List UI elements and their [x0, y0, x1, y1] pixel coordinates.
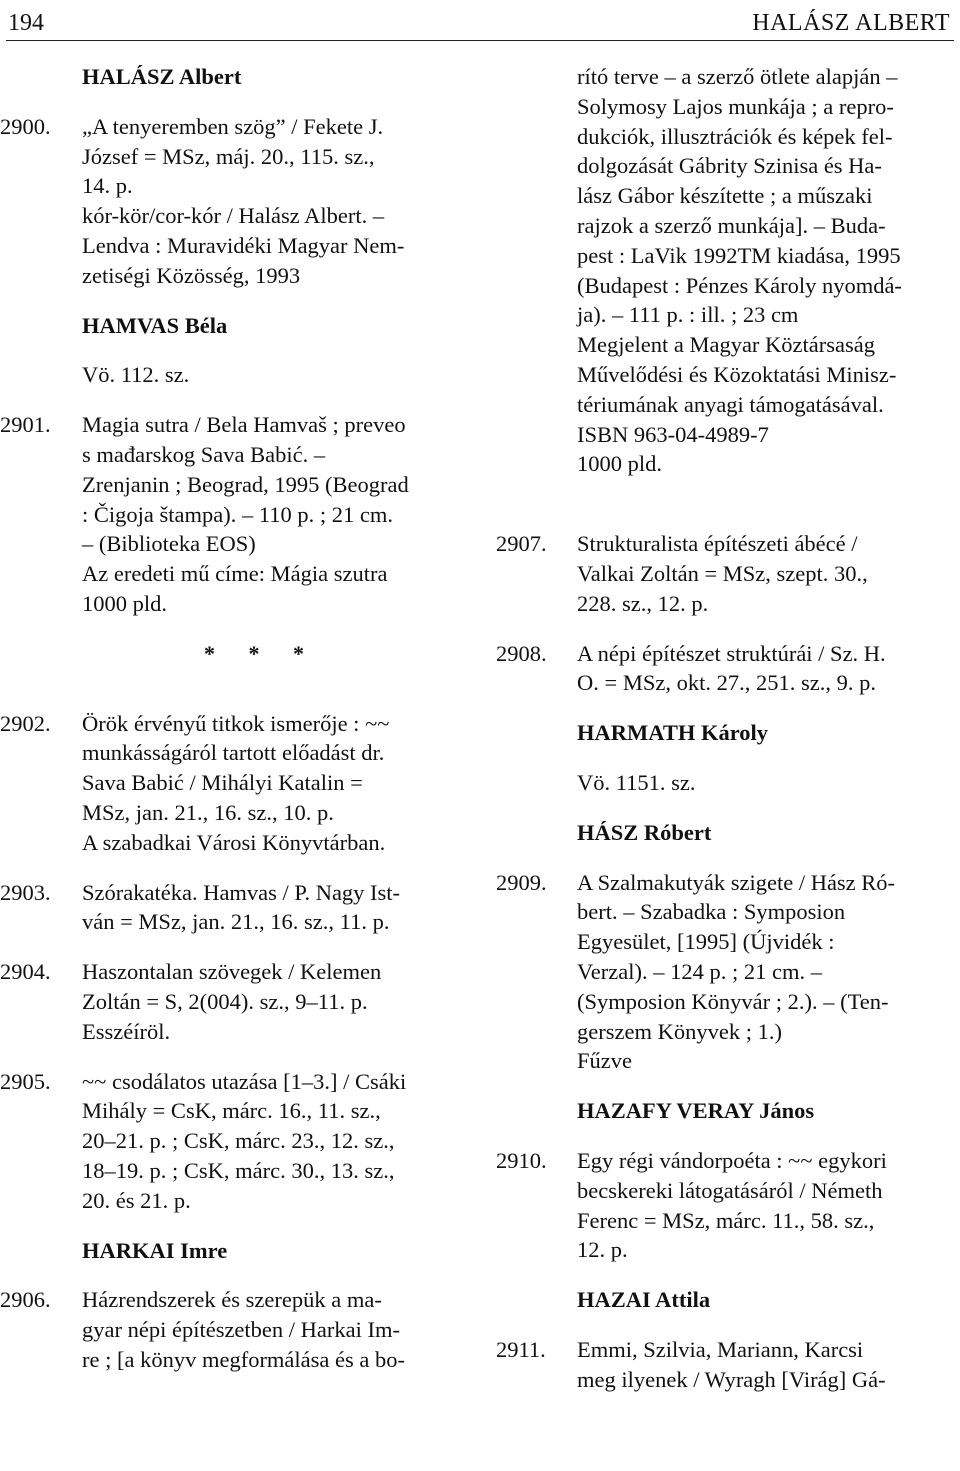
- entry-line: Esszéíröl.: [82, 1018, 171, 1044]
- author-heading: HÁSZ Róbert: [577, 819, 712, 845]
- entry-2901: [0, 410, 462, 619]
- entry-line: Megjelent a Magyar Köztársaság: [577, 332, 876, 358]
- entry-line: gyar népi építészetben / Harkai Im-: [82, 1317, 400, 1343]
- entry-line: Szórakatéka. Hamvas / P. Nagy Ist-: [82, 879, 401, 905]
- entry-2900: [0, 112, 462, 291]
- entry-number: 2905.: [0, 1068, 51, 1094]
- entry-line: tériumának anyagi támogatásával.: [577, 391, 884, 417]
- entry-line: A népi építészet struktúrái / Sz. H.: [577, 640, 886, 666]
- entry-line: ja). – 111 p. : ill. ; 23 cm: [577, 302, 799, 328]
- entry-number: 2902.: [0, 710, 51, 736]
- entry-line: lász Gábor készítette ; a műszaki: [577, 183, 873, 209]
- entry-line: meg ilyenek / Wyragh [Virág] Gá-: [577, 1366, 886, 1392]
- entry-line: Emmi, Szilvia, Mariann, Karcsi: [577, 1336, 864, 1362]
- entry-line: Lendva : Muravidéki Magyar Nem-: [82, 232, 405, 258]
- entry-2906: [0, 1285, 462, 1374]
- entry-number: 2903.: [0, 879, 51, 905]
- entry-line: Házrendszerek és szerepük a ma-: [82, 1287, 382, 1313]
- entry-2910: [496, 1146, 958, 1265]
- entry-line: Magia sutra / Bela Hamvaš ; preveo: [82, 412, 406, 438]
- entry-line: MSz, jan. 21., 16. sz., 10. p.: [82, 799, 334, 825]
- entry-number: 2907.: [496, 531, 547, 557]
- entry-line: 228. sz., 12. p.: [577, 590, 709, 616]
- entry-line: Fűzve: [577, 1048, 632, 1074]
- entry-line: – (Biblioteka EOS): [82, 531, 256, 557]
- entry-line: ván = MSz, jan. 21., 16. sz., 11. p.: [82, 909, 390, 935]
- entry-line: Solymosy Lajos munkája ; a repro-: [577, 93, 894, 119]
- entry-line: József = MSz, máj. 20., 115. sz.,: [82, 143, 375, 169]
- entry-line: zetiségi Közösség, 1993: [82, 262, 301, 288]
- author-heading: HARMATH Károly: [577, 720, 769, 746]
- entry-number: 2904.: [0, 959, 51, 985]
- entry-line: 18–19. p. ; CsK, márc. 30., 13. sz.,: [82, 1157, 395, 1183]
- entry-line: munkásságáról tartott előadást dr.: [82, 740, 385, 766]
- running-head: HALÁSZ ALBERT: [752, 10, 950, 36]
- entry-number: 2911.: [496, 1336, 546, 1362]
- entry-number: 2901.: [0, 412, 51, 438]
- author-heading: HAZAI Attila: [577, 1287, 711, 1313]
- entry-line: gerszem Könyvek ; 1.): [577, 1018, 782, 1044]
- entry-line: Haszontalan szövegek / Kelemen: [82, 959, 382, 985]
- entry-line: 1000 pld.: [577, 451, 663, 477]
- entry-line: re ; [a könyv megformálása és a bo-: [82, 1346, 405, 1372]
- author-heading: HAMVAS Béla: [82, 312, 228, 338]
- entry-2911: [496, 1335, 958, 1395]
- spacer: [496, 499, 958, 529]
- section-separator: * * *: [204, 640, 318, 666]
- entry-line: kór-kör/cor-kór / Halász Albert. –: [82, 203, 385, 229]
- entry-2902: [0, 709, 462, 858]
- entry-number: 2900.: [0, 113, 51, 139]
- entry-line: 12. p.: [577, 1237, 628, 1263]
- entry-2905: [0, 1067, 462, 1216]
- entry-line: s mađarskog Sava Babić. –: [82, 441, 326, 467]
- entry-line: Ferenc = MSz, márc. 11., 58. sz.,: [577, 1207, 875, 1233]
- entry-2906-continued: [496, 62, 958, 479]
- entry-line: pest : LaVik 1992TM kiadása, 1995: [577, 242, 901, 268]
- entry-line: (Symposion Könyvár ; 2.). – (Ten-: [577, 988, 889, 1014]
- entry-number: 2910.: [496, 1147, 547, 1173]
- entry-2907: [496, 529, 958, 618]
- entry-line: Sava Babić / Mihályi Katalin =: [82, 770, 363, 796]
- entry-number: 2908.: [496, 640, 547, 666]
- entry-line: : Čigoja štampa). – 110 p. ; 21 cm.: [82, 501, 394, 527]
- entry-line: rajzok a szerző munkája]. – Buda-: [577, 212, 886, 238]
- entry-line: bert. – Szabadka : Symposion: [577, 899, 846, 925]
- entry-line: becskereki látogatásáról / Németh: [577, 1177, 883, 1203]
- entry-number: 2906.: [0, 1287, 51, 1313]
- entry-line: 14. p.: [82, 173, 133, 199]
- page-header: [6, 6, 954, 41]
- page-number: 194: [8, 10, 44, 36]
- entry-line: (Budapest : Pénzes Károly nyomdá-: [577, 272, 902, 298]
- entry-line: rító terve – a szerző ötlete alapján –: [577, 64, 898, 89]
- entry-line: 1000 pld.: [82, 590, 168, 616]
- entry-line: „A tenyeremben szög” / Fekete J.: [82, 113, 384, 139]
- entry-line: Valkai Zoltán = MSz, szept. 30.,: [577, 560, 868, 586]
- entry-line: Örök érvényű titkok ismerője : ~~: [82, 710, 390, 736]
- entry-line: 20. és 21. p.: [82, 1187, 191, 1213]
- author-heading: HARKAI Imre: [82, 1237, 228, 1263]
- entry-2904: [0, 957, 462, 1046]
- entry-line: O. = MSz, okt. 27., 251. sz., 9. p.: [577, 670, 876, 696]
- entry-line: Egyesület, [1995] (Újvidék :: [577, 929, 835, 955]
- entry-line: ISBN 963-04-4989-7: [577, 421, 769, 447]
- entry-line: dukciók, illusztrációk és képek fel-: [577, 123, 893, 149]
- entry-line: Verzal). – 124 p. ; 21 cm. –: [577, 958, 822, 984]
- entry-line: Az eredeti mű címe: Mágia szutra: [82, 561, 388, 587]
- entry-line: 20–21. p. ; CsK, márc. 23., 12. sz.,: [82, 1128, 395, 1154]
- entry-line: dolgozását Gábrity Szinisa és Ha-: [577, 153, 882, 179]
- left-column: [0, 62, 462, 1395]
- entry-line: Zrenjanin ; Beograd, 1995 (Beograd: [82, 471, 409, 497]
- see-reference: Vö. 1151. sz.: [577, 769, 696, 795]
- entry-line: Zoltán = S, 2(004). sz., 9–11. p.: [82, 988, 368, 1014]
- entry-line: Egy régi vándorpoéta : ~~ egykori: [577, 1147, 887, 1173]
- entry-line: ~~ csodálatos utazása [1–3.] / Csáki: [82, 1068, 407, 1094]
- entry-line: Mihály = CsK, márc. 16., 11. sz.,: [82, 1098, 381, 1124]
- entry-line: A szabadkai Városi Könyvtárban.: [82, 829, 386, 855]
- entry-2903: [0, 878, 462, 938]
- entry-line: Művelődési és Közoktatási Minisz-: [577, 361, 897, 387]
- right-column: [496, 62, 958, 1414]
- entry-line: Strukturalista építészeti ábécé /: [577, 531, 858, 557]
- entry-2909: [496, 868, 958, 1077]
- author-heading: HAZAFY VERAY János: [577, 1098, 815, 1124]
- author-heading: HALÁSZ Albert: [82, 64, 242, 89]
- entry-number: 2909.: [496, 869, 547, 895]
- entry-2908: [496, 639, 958, 699]
- see-reference: Vö. 112. sz.: [82, 362, 190, 388]
- entry-line: A Szalmakutyák szigete / Hász Ró-: [577, 869, 896, 895]
